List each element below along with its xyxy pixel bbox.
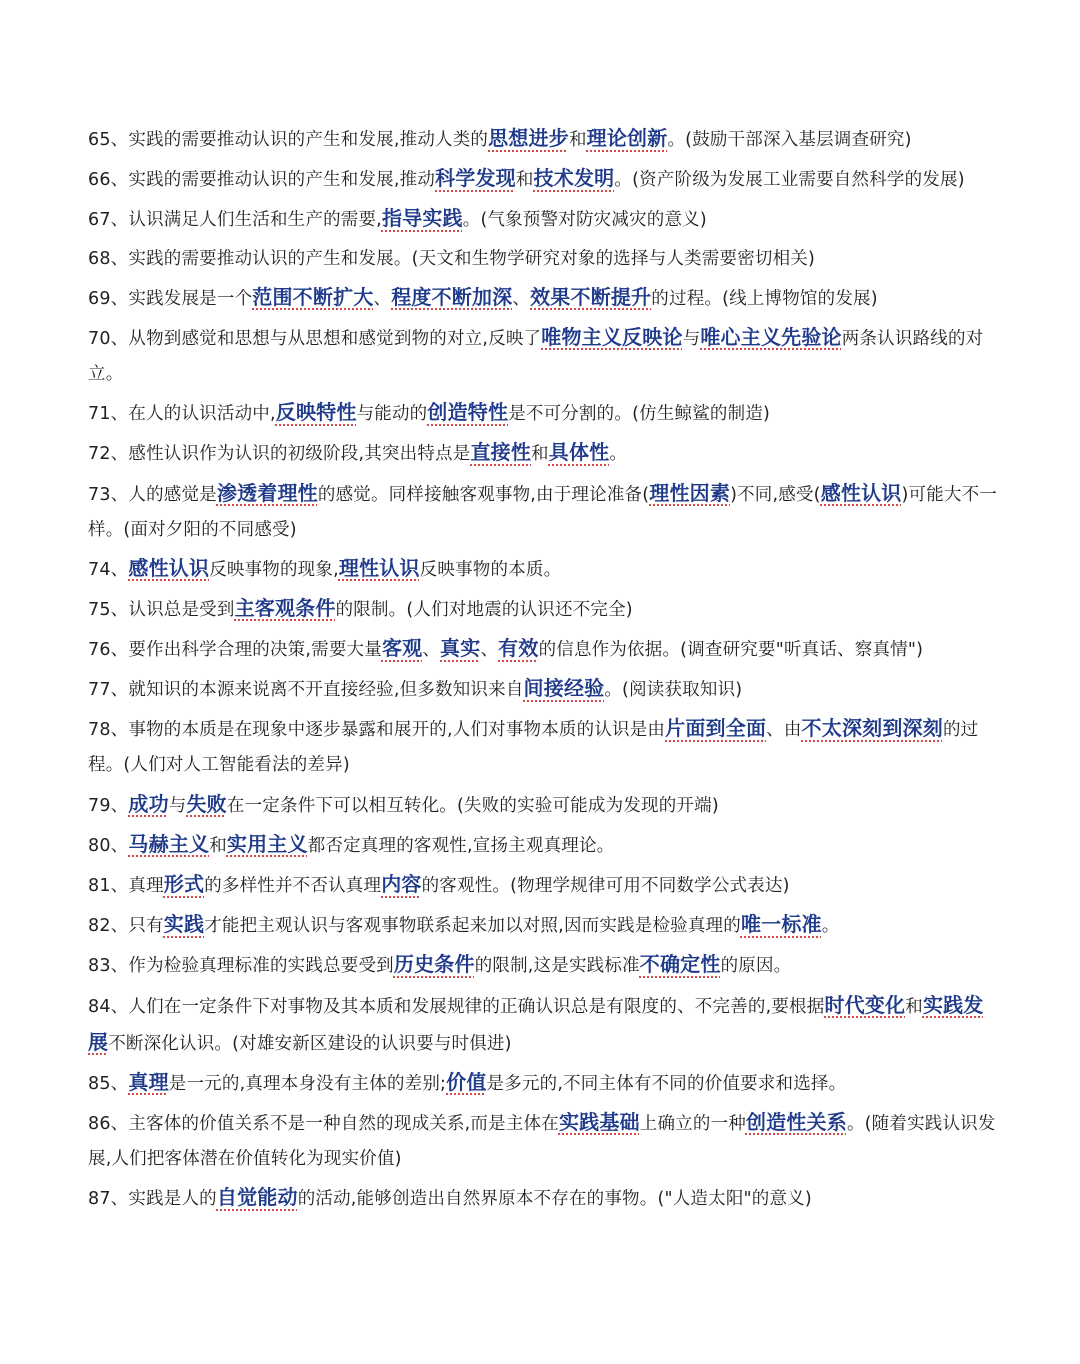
item-number: 77、: [88, 680, 129, 701]
key-term: 反映特性: [275, 400, 357, 425]
text-segment: 作为检验真理标准的实践总要受到: [128, 956, 394, 977]
text-segment: 的多样性并不否认真理: [204, 876, 382, 896]
item-number: 72、: [88, 444, 129, 465]
item-number: 66、: [88, 170, 129, 191]
list-item: [88, 121, 1000, 158]
text-segment: 的原因。: [720, 956, 792, 977]
item-number: 87、: [88, 1189, 129, 1210]
text-segment: 、: [480, 640, 499, 661]
text-segment: 与: [682, 328, 701, 349]
text-segment: 都否定真理的客观性,宣扬主观真理论。: [307, 835, 615, 856]
item-number: 70、: [88, 328, 129, 349]
text-segment: 与能动的: [356, 404, 428, 425]
key-term: 科学发现: [435, 166, 516, 191]
item-number: 65、: [88, 130, 129, 150]
key-term: 理性因素: [649, 480, 731, 505]
key-term: 思想进步: [488, 126, 569, 150]
text-segment: 只有: [128, 916, 164, 937]
list-item: [88, 551, 1000, 588]
key-term: 失败: [186, 791, 227, 816]
text-segment: 真理: [128, 876, 164, 896]
text-segment: 实践发展是一个: [128, 288, 253, 309]
item-number: 79、: [88, 795, 129, 816]
text-segment: 的客观性。(物理学规律可用不同数学公式表达): [421, 876, 790, 896]
text-segment: 在一定条件下可以相互转化。(失败的实验可能成为发现的开端): [226, 795, 719, 816]
key-term: 感性认识: [128, 555, 210, 580]
text-segment: 的过程。(人们对人工智能看法的差异): [88, 720, 979, 776]
list-item: [88, 827, 1000, 864]
text-segment: 。(阅读获取知识): [604, 680, 743, 701]
list-item: [88, 787, 1000, 824]
list-item: [88, 161, 1000, 198]
text-segment: 反映事物的本质。: [419, 559, 562, 580]
key-term: 主客观条件: [234, 595, 336, 620]
item-number: 84、: [88, 996, 129, 1017]
item-number: 81、: [88, 876, 129, 896]
text-segment: 是不可分割的。(仿生鲸鲨的制造): [508, 404, 771, 425]
item-number: 73、: [88, 484, 129, 505]
key-term: 感性认识: [820, 480, 902, 505]
list-item: [88, 280, 1000, 317]
text-segment: 是一元的,真理本身没有主体的差别;: [168, 1073, 447, 1094]
list-item: [88, 907, 1000, 944]
text-segment: 、: [422, 640, 441, 661]
text-segment: 感性认识作为认识的初级阶段,其突出特点是: [128, 444, 471, 465]
list-item: [88, 671, 1000, 708]
key-term: 历史条件: [393, 952, 475, 977]
key-term: 价值: [446, 1069, 487, 1094]
text-segment: 与: [168, 795, 187, 816]
text-segment: 和: [531, 444, 549, 465]
key-term: 直接性: [470, 440, 532, 465]
item-number: 71、: [88, 404, 129, 425]
list-item: [88, 1065, 1000, 1102]
key-term: 唯一标准: [740, 912, 822, 937]
item-number: 80、: [88, 835, 129, 856]
text-segment: 。: [821, 916, 840, 937]
key-term: 有效: [498, 636, 539, 661]
key-term: 不确定性: [639, 952, 721, 977]
key-term: 理性认识: [338, 555, 420, 580]
key-term: 实用主义: [226, 831, 308, 856]
item-number: 78、: [88, 720, 129, 741]
text-segment: 实践是人的: [128, 1189, 217, 1210]
text-segment: 和: [209, 835, 227, 856]
list-item: [88, 631, 1000, 668]
text-segment: 才能把主观认识与客观事物联系起来加以对照,因而实践是检验真理的: [204, 916, 741, 937]
text-segment: 人们在一定条件下对事物及其本质和发展规律的正确认识总是有限度的、不完善的,要根据: [128, 996, 825, 1017]
key-term: 具体性: [548, 440, 610, 465]
text-segment: 和: [905, 996, 923, 1017]
text-segment: 、: [373, 288, 392, 309]
key-term: 不太深刻到深刻: [801, 716, 943, 741]
notes-page: [88, 121, 1000, 1220]
list-item: [88, 201, 1000, 238]
key-term: 客观: [381, 636, 423, 661]
item-number: 68、: [88, 248, 129, 269]
list-item: [88, 1105, 1000, 1177]
text-segment: )不同,感受(: [730, 484, 821, 505]
list-item: [88, 1180, 1000, 1217]
list-item: [88, 711, 1000, 783]
text-segment: )可能大不一样。(面对夕阳的不同感受): [88, 484, 998, 540]
text-segment: 的活动,能够创造出自然界原本不存在的事物。("人造太阳"的意义): [297, 1189, 812, 1210]
text-segment: 从物到感觉和思想与从思想和感觉到物的对立,反映了: [128, 328, 542, 349]
text-segment: 不断深化认识。(对雄安新区建设的认识要与时俱进): [108, 1033, 512, 1054]
list-item: [88, 476, 1000, 548]
list-item: [88, 395, 1000, 432]
text-segment: 、由: [766, 720, 802, 741]
key-term: 间接经验: [523, 676, 605, 701]
key-term: 效果不断提升: [530, 284, 652, 309]
key-term: 实践基础: [558, 1109, 640, 1134]
text-segment: 的限制。(人们对地震的认识还不完全): [335, 599, 633, 620]
list-item: [88, 435, 1000, 472]
text-segment: 的限制,这是实践标准: [474, 956, 640, 977]
key-term: 唯物主义反映论: [541, 324, 683, 349]
text-segment: 两条认识路线的对立。: [88, 328, 984, 384]
text-segment: 要作出科学合理的决策,需要大量: [128, 640, 382, 661]
key-term: 创造特性: [427, 400, 509, 425]
list-item: [88, 867, 1000, 904]
list-item: [88, 591, 1000, 628]
text-segment: 。(鼓励干部深入基层调查研究): [667, 130, 912, 150]
text-segment: 实践的需要推动认识的产生和发展,推动: [128, 170, 436, 191]
key-term: 范围不断扩大: [252, 284, 374, 309]
text-segment: 实践的需要推动认识的产生和发展,推动人类的: [128, 130, 489, 150]
key-term: 技术发明: [533, 166, 615, 191]
item-number: 76、: [88, 640, 129, 661]
text-segment: 。(随着实践认识发展,人们把客体潜在价值转化为现实价值): [88, 1113, 996, 1169]
item-number: 86、: [88, 1113, 129, 1134]
item-number: 67、: [88, 210, 129, 231]
key-term: 自觉能动: [216, 1185, 298, 1210]
text-segment: 。: [609, 444, 628, 465]
text-segment: 主客体的价值关系不是一种自然的现成关系,而是主体在: [128, 1113, 559, 1134]
text-segment: 认识总是受到: [128, 599, 235, 620]
text-segment: 在人的认识活动中,: [128, 404, 276, 425]
text-segment: 的感觉。同样接触客观事物,由于理论准备(: [317, 484, 650, 505]
text-segment: 是多元的,不同主体有不同的价值要求和选择。: [486, 1073, 847, 1094]
text-segment: 的信息作为依据。(调查研究要"听真话、察真情"): [538, 640, 924, 661]
text-segment: 的过程。(线上博物馆的发展): [651, 288, 878, 309]
text-segment: 实践的需要推动认识的产生和发展。(天文和生物学研究对象的选择与人类需要密切相关): [128, 248, 816, 269]
numbered-list: [88, 121, 1000, 1217]
key-term: 片面到全面: [665, 716, 767, 741]
text-segment: 反映事物的现象,: [209, 559, 339, 580]
key-term: 理论创新: [586, 126, 668, 150]
key-term: 唯心主义先验论: [700, 324, 842, 349]
key-term: 创造性关系: [745, 1109, 847, 1134]
key-term: 成功: [128, 791, 169, 816]
key-term: 马赫主义: [128, 831, 210, 856]
item-number: 75、: [88, 599, 129, 620]
key-term: 实践: [163, 912, 205, 937]
key-term: 形式: [163, 872, 205, 896]
text-segment: 。(气象预警对防灾减灾的意义): [462, 210, 707, 231]
text-segment: 人的感觉是: [128, 484, 217, 505]
text-segment: 。(资产阶级为发展工业需要自然科学的发展): [614, 170, 965, 191]
text-segment: 事物的本质是在现象中逐步暴露和展开的,人们对事物本质的认识是由: [128, 720, 666, 741]
item-number: 85、: [88, 1073, 129, 1094]
text-segment: 就知识的本源来说离不开直接经验,但多数知识来自: [128, 680, 524, 701]
text-segment: 、: [512, 288, 531, 309]
item-number: 69、: [88, 288, 129, 309]
key-term: 指导实践: [381, 206, 463, 231]
list-item: [88, 988, 1000, 1062]
text-segment: 上确立的一种: [639, 1113, 746, 1134]
text-segment: 和: [515, 170, 534, 191]
key-term: 内容: [381, 872, 422, 896]
list-item: [88, 242, 1000, 277]
text-segment: 认识满足人们生活和生产的需要,: [128, 210, 382, 231]
key-term: 渗透着理性: [216, 480, 318, 505]
item-number: 82、: [88, 916, 129, 937]
text-segment: 和: [568, 130, 587, 150]
list-item: [88, 320, 1000, 392]
key-term: 程度不断加深: [391, 284, 513, 309]
item-number: 83、: [88, 956, 129, 977]
list-item: [88, 947, 1000, 984]
key-term: 时代变化: [824, 992, 906, 1017]
key-term: 真理: [128, 1069, 169, 1094]
key-term: 实践发展: [88, 992, 984, 1054]
key-term: 真实: [440, 636, 481, 661]
item-number: 74、: [88, 559, 129, 580]
